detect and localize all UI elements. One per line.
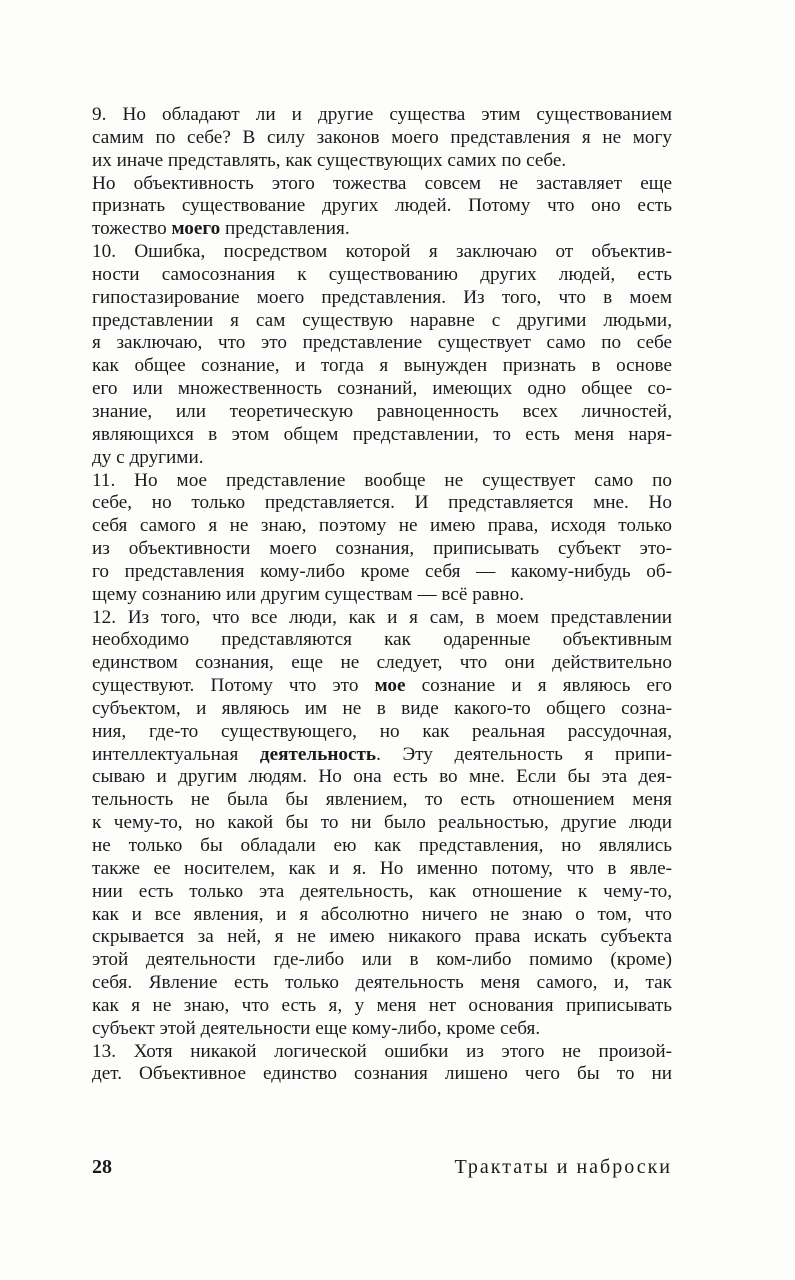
text-fragment: 12. Из того, что все люди, как и я сам, в моем представлении: [92, 606, 672, 628]
text-fragment: субъектом, и являюсь им не в виде какого-то общего созна-: [92, 697, 672, 719]
text-line: [92, 447, 672, 470]
text-line: [92, 698, 672, 721]
text-fragment: этой деятельности где-либо или в ком-либо помимо (кроме): [92, 949, 672, 971]
text-fragment: признать существование других людей. Потому что оно есть: [92, 195, 672, 217]
text-fragment: щему сознанию или другим существам — всё равно.: [92, 583, 525, 605]
text-fragment: себе, но только представляется. И представляется мне. Но: [92, 492, 672, 514]
text-fragment: их иначе представлять, как существующих самих по себе.: [92, 149, 567, 171]
text-fragment: единством сознания, еще не следует, что они действительно: [92, 652, 672, 674]
text-line: [92, 195, 672, 218]
emphasized-text: деятельность: [259, 743, 377, 765]
emphasized-text: моего: [171, 218, 221, 240]
text-line: [92, 310, 672, 333]
text-line: [92, 812, 672, 835]
text-line: [92, 287, 672, 310]
text-fragment: знание, или теоретическую равноценность всех личностей,: [92, 400, 672, 422]
text-line: [92, 1041, 672, 1064]
text-line: [92, 904, 672, 927]
text-fragment: го представления кому-либо кроме себя — какому-нибудь об-: [92, 560, 672, 582]
text-line: [92, 561, 672, 584]
text-line: [92, 241, 672, 264]
text-line: [92, 492, 672, 515]
text-line: [92, 744, 672, 767]
text-fragment: необходимо представляются как одаренные объективным: [92, 629, 672, 651]
text-line: [92, 332, 672, 355]
text-line: [92, 127, 672, 150]
text-fragment: как я не знаю, что есть я, у меня нет основания приписывать: [92, 994, 672, 1016]
text-line: [92, 424, 672, 447]
text-line: [92, 675, 672, 698]
text-line: [92, 766, 672, 789]
text-line: [92, 1018, 672, 1041]
text-fragment: также ее носителем, как и я. Но именно потому, что в явле-: [92, 857, 672, 879]
text-fragment: себя самого я не знаю, поэтому не имею права, исходя только: [92, 515, 672, 537]
text-line: [92, 926, 672, 949]
text-fragment: из объективности моего сознания, приписывать субъект это-: [92, 538, 672, 560]
text-fragment: себя. Явление есть только деятельность меня самого, и, так: [92, 972, 672, 994]
text-line: [92, 881, 672, 904]
text-fragment: сываю и другим людям. Но она есть во мне. Если бы эта дея-: [92, 766, 672, 788]
text-fragment: 9. Но обладают ли и другие существа этим существованием: [92, 104, 672, 125]
text-fragment: 10. Ошибка, посредством которой я заключаю от объектив-: [92, 241, 672, 263]
text-line: [92, 218, 672, 241]
text-line: [92, 972, 672, 995]
text-fragment: являющихся в этом общем представлении, то есть меня наря-: [92, 423, 672, 445]
text-line: [92, 355, 672, 378]
text-line: [92, 401, 672, 424]
text-fragment: скрывается за ней, я не имею никакого права искать субъекта: [92, 926, 672, 948]
text-fragment: представления.: [220, 218, 350, 240]
text-fragment: как общее сознание, и тогда я вынужден признать в основе: [92, 355, 672, 377]
text-fragment: представлении я сам существую наравне с другими людьми,: [92, 309, 672, 331]
text-fragment: интеллектуальная: [92, 743, 260, 765]
body-text: [92, 104, 672, 1086]
text-line: [92, 858, 672, 881]
text-line: [92, 835, 672, 858]
text-line: [92, 378, 672, 401]
text-line: [92, 470, 672, 493]
text-fragment: сознание и я являюсь его: [405, 675, 672, 697]
text-fragment: субъект этой деятельности еще кому-либо, кроме себя.: [92, 1017, 541, 1039]
text-line: [92, 607, 672, 630]
text-line: [92, 789, 672, 812]
text-line: [92, 538, 672, 561]
page-footer: [92, 1152, 672, 1182]
text-line: [92, 995, 672, 1018]
text-fragment: 11. Но мое представление вообще не существует само по: [92, 469, 672, 491]
text-line: [92, 515, 672, 538]
text-fragment: существуют. Потому что это: [92, 675, 375, 697]
text-fragment: не только бы обладали ею как представления, но являлись: [92, 835, 672, 856]
text-line: [92, 721, 672, 744]
text-fragment: как и все явления, и я абсолютно ничего не знаю о том, что: [92, 903, 672, 925]
text-fragment: тельность не была бы явлением, то есть отношением меня: [92, 789, 672, 811]
text-line: [92, 584, 672, 607]
text-fragment: дет. Объективное единство сознания лишено чего бы то ни: [92, 1063, 672, 1085]
text-fragment: ду с другими.: [92, 446, 204, 468]
text-fragment: 13. Хотя никакой логической ошибки из этого не произой-: [92, 1040, 672, 1062]
page-number: 28: [92, 1156, 112, 1178]
text-line: [92, 1063, 672, 1086]
running-title: Трактаты и наброски: [454, 1156, 672, 1178]
text-fragment: нии есть только эта деятельность, как отношение к чему-то,: [92, 880, 672, 902]
text-line: [92, 264, 672, 287]
text-fragment: тожество: [92, 218, 172, 240]
text-fragment: его или множественность сознаний, имеющих одно общее со-: [92, 378, 672, 400]
text-fragment: Но объективность этого тожества совсем не заставляет еще: [92, 172, 672, 194]
text-fragment: к чему-то, но какой бы то ни было реальностью, другие люди: [92, 812, 672, 834]
text-fragment: ности самосознания к существованию других людей, есть: [92, 263, 672, 285]
text-line: [92, 949, 672, 972]
text-fragment: гипостазирование моего представления. Из того, что в моем: [92, 286, 672, 308]
text-fragment: . Эту деятельность я припи-: [376, 743, 672, 765]
text-fragment: я заключаю, что это представление существует само по себе: [92, 332, 672, 354]
text-line: [92, 652, 672, 675]
text-line: [92, 173, 672, 196]
emphasized-text: мое: [374, 675, 406, 697]
text-line: [92, 104, 672, 127]
text-fragment: самим по себе? В силу законов моего представления я не могу: [92, 126, 672, 148]
text-fragment: ния, где-то существующего, но как реальная рассудочная,: [92, 720, 672, 742]
text-line: [92, 629, 672, 652]
text-line: [92, 150, 672, 173]
